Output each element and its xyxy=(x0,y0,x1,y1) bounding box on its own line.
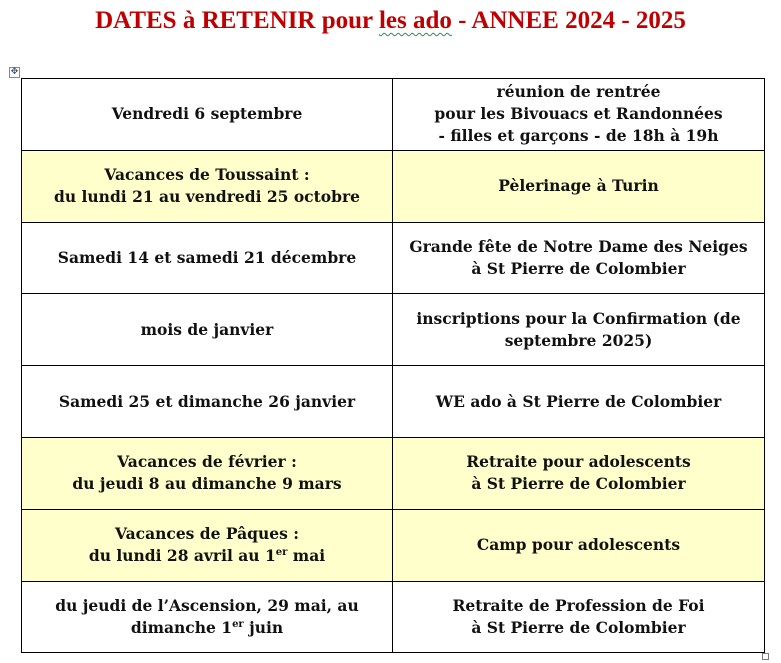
table-row xyxy=(22,509,765,581)
table-row xyxy=(22,150,765,222)
date-cell xyxy=(22,294,393,366)
date-cell xyxy=(22,222,393,294)
date-line xyxy=(28,617,386,639)
event-line: à St Pierre de Colombier xyxy=(471,617,686,637)
event-line: Retraite pour adolescents xyxy=(466,452,691,472)
ordinal-suffix: er xyxy=(275,547,288,559)
date-cell xyxy=(22,366,393,438)
event-line: inscriptions pour la Confirmation (de xyxy=(416,308,741,328)
event-cell xyxy=(393,581,765,653)
title-part-1: DATES à RETENIR pour xyxy=(95,7,379,34)
date-text: du lundi 28 avril au 1 xyxy=(88,546,276,566)
event-cell xyxy=(393,79,765,151)
table-row xyxy=(22,294,765,366)
date-cell xyxy=(22,581,393,653)
table-row xyxy=(22,79,765,151)
table-row xyxy=(22,581,765,653)
table-resize-handle[interactable] xyxy=(762,653,769,660)
event-cell xyxy=(393,437,765,509)
event-cell xyxy=(393,509,765,581)
event-line: - filles et garçons - de 18h à 19h xyxy=(438,126,719,146)
date-cell xyxy=(22,509,393,581)
page-title xyxy=(0,6,781,36)
date-text: dimanche 1 xyxy=(130,617,233,637)
date-line: Vacances de février : xyxy=(117,452,297,472)
event-line: Grande fête de Notre Dame des Neiges xyxy=(409,236,748,256)
ordinal-suffix: er xyxy=(232,618,244,630)
event-line: Camp pour adolescents xyxy=(476,535,681,555)
date-line: Vendredi 6 septembre xyxy=(111,104,303,124)
date-line: du lundi 21 au vendredi 25 octobre xyxy=(54,187,360,207)
date-line: Samedi 14 et samedi 21 décembre xyxy=(57,247,357,267)
date-cell xyxy=(22,437,393,509)
event-line: Pèlerinage à Turin xyxy=(498,176,659,196)
event-cell xyxy=(393,294,765,366)
title-part-3: - ANNEE 2024 - 2025 xyxy=(451,7,686,34)
date-line: Vacances de Pâques : xyxy=(114,524,299,544)
date-text: juin xyxy=(243,617,284,637)
event-line: pour les Bivouacs et Randonnées xyxy=(434,104,723,124)
event-line: WE ado à St Pierre de Colombier xyxy=(435,391,722,411)
date-line: Samedi 25 et dimanche 26 janvier xyxy=(58,391,356,411)
date-line xyxy=(28,545,386,567)
table-row xyxy=(22,366,765,438)
event-line: à St Pierre de Colombier xyxy=(471,474,686,494)
event-line: septembre 2025) xyxy=(504,330,653,350)
event-cell xyxy=(393,150,765,222)
dates-table xyxy=(21,78,765,653)
title-part-2-spellcheck: les ado xyxy=(378,7,452,34)
table-row xyxy=(22,437,765,509)
event-cell xyxy=(393,222,765,294)
date-line: mois de janvier xyxy=(140,319,274,339)
event-line: réunion de rentrée xyxy=(496,82,661,102)
date-line: du jeudi de l’Ascension, 29 mai, au xyxy=(55,595,359,615)
event-cell xyxy=(393,366,765,438)
event-line: à St Pierre de Colombier xyxy=(471,258,686,278)
date-line: Vacances de Toussaint : xyxy=(104,165,310,185)
table-move-handle-icon[interactable]: ✥ xyxy=(10,67,19,77)
date-cell xyxy=(22,79,393,151)
event-line: Retraite de Profession de Foi xyxy=(452,595,705,615)
table-row xyxy=(22,222,765,294)
date-text: mai xyxy=(287,546,326,566)
date-line: du jeudi 8 au dimanche 9 mars xyxy=(72,474,342,494)
date-cell xyxy=(22,150,393,222)
